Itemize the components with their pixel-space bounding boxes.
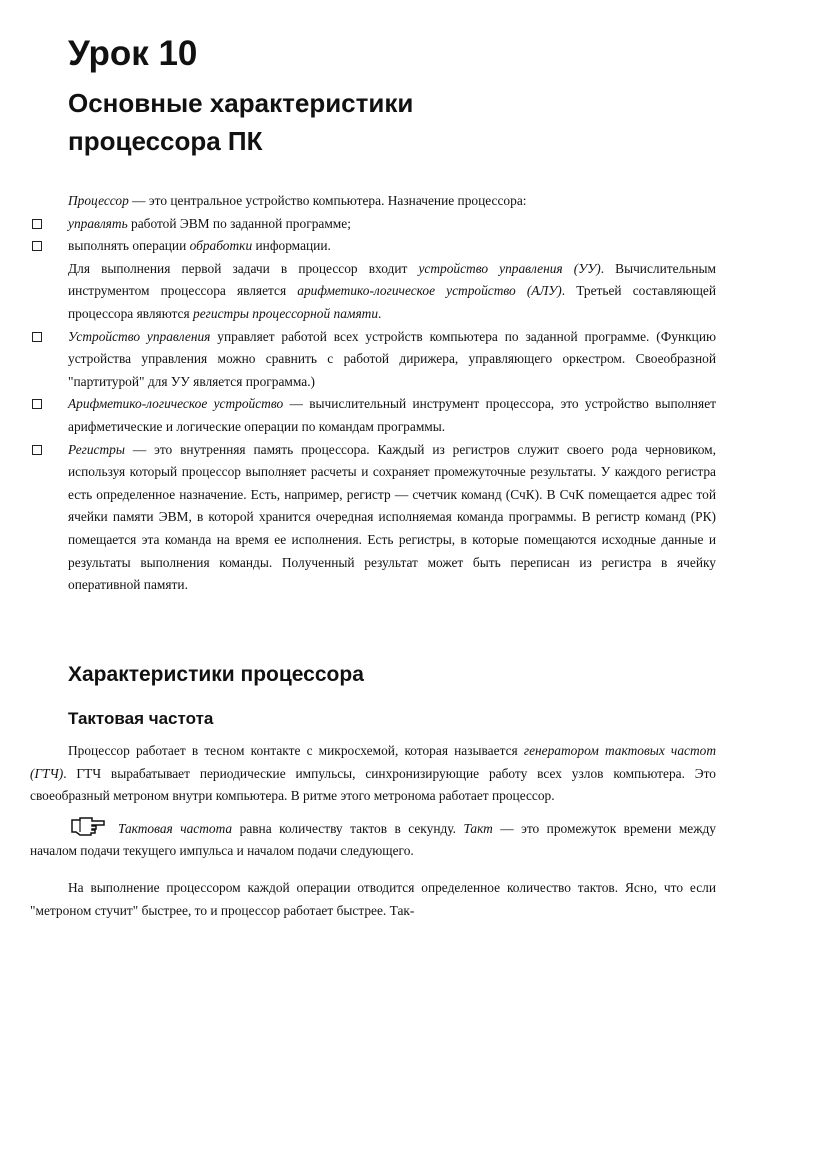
subsection-heading: Тактовая частота (68, 709, 214, 728)
text: . Третьей составляющей процессора являются (68, 283, 716, 321)
bullet-item (30, 439, 716, 597)
term: обработки (189, 238, 253, 254)
paragraph (30, 258, 716, 326)
title-line-2: процессора ПК (68, 126, 263, 156)
term: Регистры (68, 441, 125, 457)
term: управлять (68, 215, 128, 231)
text: Для выполнения первой задачи в процессор входит (68, 260, 419, 276)
term: Такт (463, 820, 493, 836)
text: управляет работой всех устройств компьютера по заданной программе. (Функцию устройства управления можно сравнить с работой дирижера, управляющего оркестром. Своеобразной "партитурой" для УУ является программа.) (68, 328, 716, 389)
section-text (30, 740, 716, 922)
text: равна количеству тактов в секунду. (232, 820, 464, 836)
text: — это внутренняя память процессора. Каждый из регистров служит своего рода черновиком, используя который процессор выполняет расчеты и сохраняет промежуточные результаты. У каждого регистра есть определенное назначение. Есть, например, регистр — счетчик команд (СчК). В СчК помещается адрес той ячейки памяти ЭВМ, в которой хранится очередная исполняемая команда программы. В регистр команд (РК) помещается эта команда на время ее исполнения. Есть регистры, в которые помещаются исходные данные и результаты выполнения команды. Полученный результат может быть переписан из регистра в ячейку оперативной памяти. (68, 441, 716, 593)
bullet-item (30, 235, 716, 258)
text: — это центральное устройство компьютера. Назначение процессора: (128, 193, 527, 208)
bullet-item (30, 393, 716, 438)
text: — это промежуток времени между началом подачи текущего импульса и началом подачи следующего. (30, 820, 716, 859)
text: — вычислительный инструмент процессора, это устройство выполняет арифметические и логические операции по командам программы. (68, 396, 716, 434)
text: информации. (252, 238, 331, 254)
pointing-hand-icon (70, 816, 106, 838)
checkbox-bullet-icon (32, 399, 42, 409)
text: . ГТЧ вырабатывает периодические импульсы, синхронизирующие работу всех узлов компьютера. Это своеобразный метроном внутри компьютера. В ритме этого метронома работает процессор. (30, 765, 716, 804)
checkbox-bullet-icon (32, 445, 42, 455)
text: . (378, 305, 382, 321)
title-line-1: Основные характеристики (68, 88, 414, 118)
term: арифметико-логическое устройство (АЛУ) (297, 283, 562, 299)
term: Арифметико-логическое устройство (68, 396, 284, 412)
term: регистры процессорной памяти (193, 305, 379, 321)
term: генератором тактовых частот (ГТЧ) (30, 743, 716, 781)
term: Устройство управления (68, 328, 211, 344)
text: работой ЭВМ по заданной программе; (127, 215, 351, 231)
paragraph: На выполнение процессором каждой операции отводится определенное количество тактов. Ясно, что если "метроном стучит" быстрее, то и процессор работает быстрее. Так- (30, 879, 716, 918)
checkbox-bullet-icon (32, 219, 42, 229)
text: . Вычислительным инструментом процессора является (68, 260, 716, 299)
term: устройство управления (УУ) (418, 260, 601, 276)
checkbox-bullet-icon (32, 332, 42, 342)
intro-paragraph (30, 190, 716, 213)
intro-text (30, 190, 716, 597)
lesson-number: Урок 10 (68, 34, 198, 73)
note-paragraph (30, 818, 716, 863)
text: выполнять операции (68, 238, 190, 254)
text: Процессор работает в тесном контакте с микросхемой, которая называется (68, 743, 524, 758)
bullet-item (30, 213, 716, 236)
term-processor: Процессор (68, 193, 129, 208)
bullet-item (30, 326, 716, 394)
checkbox-bullet-icon (32, 241, 42, 251)
section-heading: Характеристики процессора (68, 663, 364, 686)
term: Тактовая частота (118, 820, 233, 836)
page-title (68, 84, 413, 160)
paragraph (30, 740, 716, 808)
